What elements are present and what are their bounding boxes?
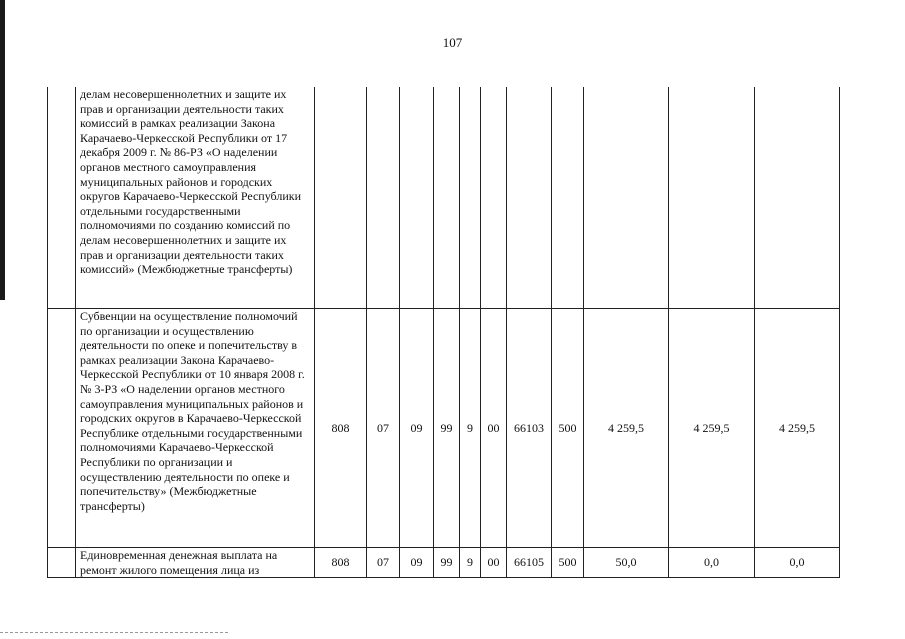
subprogram-code-cell: 9	[460, 309, 481, 548]
amount-year-2-cell: 0,0	[669, 548, 755, 578]
subsection-code-cell	[400, 87, 434, 309]
subprogram-code-cell	[460, 87, 481, 309]
amount-year-3-cell	[755, 87, 840, 309]
subsection-code-cell: 09	[400, 548, 434, 578]
amount-year-2-cell	[669, 87, 755, 309]
expense-type-cell	[552, 87, 584, 309]
subsection-code-cell: 09	[400, 309, 434, 548]
section-code-cell	[367, 87, 400, 309]
event-code-cell: 00	[481, 548, 507, 578]
section-code-cell: 07	[367, 548, 400, 578]
budget-table	[47, 87, 840, 578]
amount-year-1-cell: 50,0	[584, 548, 669, 578]
amount-year-1-cell: 4 259,5	[584, 309, 669, 548]
expense-type-cell: 500	[552, 309, 584, 548]
direction-code-cell: 66103	[507, 309, 552, 548]
page-number: 107	[442, 35, 463, 50]
description-cell: делам несовершеннолетних и защите их прав и организации деятельности таких комиссий в рамках реализации Закона Карачаево-Черкесской Республики от 17 декабря 2009 г. № 86-РЗ «О наделении органов местного самоуправления муниципальных районов и городских округов Карачаево-Черкесской Республики отдельными государственными полномочиями по созданию комиссий по делам несовершеннолетних и защите их прав и организации деятельности таких комиссий» (Межбюджетные трансферты)	[76, 87, 315, 309]
description-cell: Единовременная денежная выплата на ремонт жилого помещения лица из	[76, 548, 315, 578]
ministry-code-cell: 808	[315, 548, 367, 578]
section-code-cell: 07	[367, 309, 400, 548]
amount-year-3-cell: 0,0	[755, 548, 840, 578]
expense-type-cell: 500	[552, 548, 584, 578]
row-number-cell	[48, 309, 76, 548]
amount-year-1-cell	[584, 87, 669, 309]
amount-year-2-cell: 4 259,5	[669, 309, 755, 548]
ministry-code-cell	[315, 87, 367, 309]
direction-code-cell	[507, 87, 552, 309]
table-row	[48, 309, 840, 548]
amount-year-3-cell: 4 259,5	[755, 309, 840, 548]
row-number-cell	[48, 87, 76, 309]
direction-code-cell: 66105	[507, 548, 552, 578]
description-cell: Субвенции на осуществление полномочий по организации и осуществлению деятельности по опеке и попечительству в рамках реализации Закона Карачаево-Черкесской Республики от 10 января 2008 г. № 3-РЗ «О наделении органов местного самоуправления муниципальных районов и городских округов в Карачаево-Черкесской Республике отдельными государственными полномочиями Карачаево-Черкесской Республики по организации и осуществлению деятельности по опеке и попечительству» (Межбюджетные трансферты)	[76, 309, 315, 548]
program-code-cell: 99	[434, 309, 460, 548]
scan-artifact-line	[0, 632, 230, 633]
table-row	[48, 548, 840, 578]
row-number-cell	[48, 548, 76, 578]
event-code-cell	[481, 87, 507, 309]
ministry-code-cell: 808	[315, 309, 367, 548]
event-code-cell: 00	[481, 309, 507, 548]
table-row	[48, 87, 840, 309]
subprogram-code-cell: 9	[460, 548, 481, 578]
program-code-cell	[434, 87, 460, 309]
program-code-cell: 99	[434, 548, 460, 578]
